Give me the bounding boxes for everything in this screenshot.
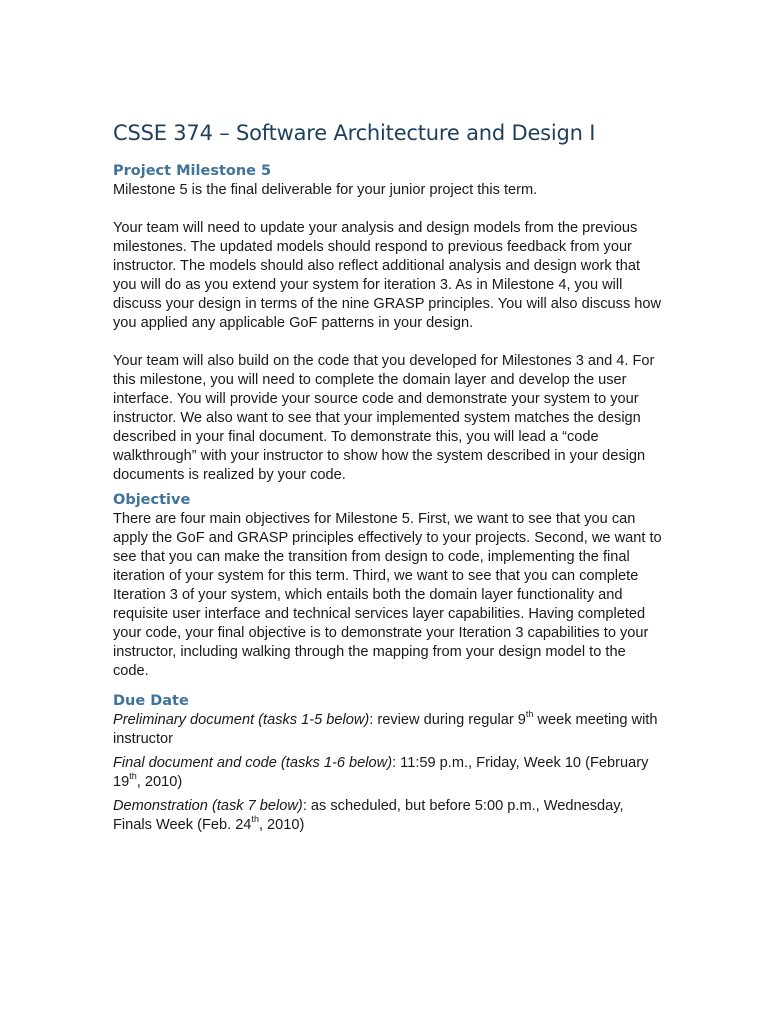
objective-paragraph: There are four main objectives for Milestone 5. First, we want to see that you can apply the GoF and GRASP principles effectively to your projects. Second, we want to see that you can make the transition from design to code, implementing the final iteration of your system for this term. Third, we want to see that you can complete Iteration 3 of your system, which entails both the domain layer functionality and requisite user interface and technical services layer capabilities. Having completed your code, your final objective is to demonstrate your Iteration 3 capabilities to your instructor, including walking through the mapping from your design model to the code. [113,511,662,679]
due-demonstration [113,797,663,835]
milestone-intro: Milestone 5 is the final deliverable for your junior project this term. [113,182,538,198]
due-final-text-b: , 2010) [136,774,183,790]
due-date-heading: Due Date [113,693,189,709]
due-preliminary [113,711,663,749]
due-final-label: Final document and code (tasks 1-6 below) [113,755,393,771]
document-page [113,118,663,835]
due-preliminary-text-a: : review during regular 9 [369,712,526,728]
due-preliminary-text-b: week meeting with instructor [113,712,658,747]
due-demonstration-label: Demonstration (task 7 below) [113,798,303,814]
objective-heading: Objective [113,492,191,508]
page-title: CSSE 374 – Software Architecture and Design I [113,121,596,145]
milestone-heading: Project Milestone 5 [113,163,272,179]
spacer [113,333,663,352]
due-final-text-a: : 11:59 p.m., Friday, Week 10 (February 19 [113,755,649,790]
due-demonstration-sup: th [251,814,259,825]
due-preliminary-label: Preliminary document (tasks 1-5 below) [113,712,370,728]
due-demonstration-text-b: , 2010) [258,817,305,833]
due-final-sup: th [129,771,137,782]
milestone-paragraph-1: Your team will need to update your analysis and design models from the previous milestones. The updated models should respond to previous feedback from your instructor. The models should also reflect additional analysis and design work that you will do as you extend your system for iteration 3. As in Milestone 4, you will discuss your design in terms of the nine GRASP principles. You will also discuss how you applied any applicable GoF patterns in your design. [113,220,662,331]
milestone-paragraph-2: Your team will also build on the code that you developed for Milestones 3 and 4. For this milestone, you will need to complete the domain layer and develop the user interface. You will provide your source code and demonstrate your system to your instructor. We also want to see that your implemented system matches the design described in your final document. To demonstrate this, you will lead a “code walkthrough” with your instructor to show how the system described in your design documents is realized by your code. [113,353,655,483]
due-preliminary-sup: th [525,709,534,720]
spacer [113,200,663,219]
due-final [113,754,663,792]
due-demonstration-text-a: : as scheduled, but before 5:00 p.m., Wednesday, Finals Week (Feb. 24 [113,798,624,833]
